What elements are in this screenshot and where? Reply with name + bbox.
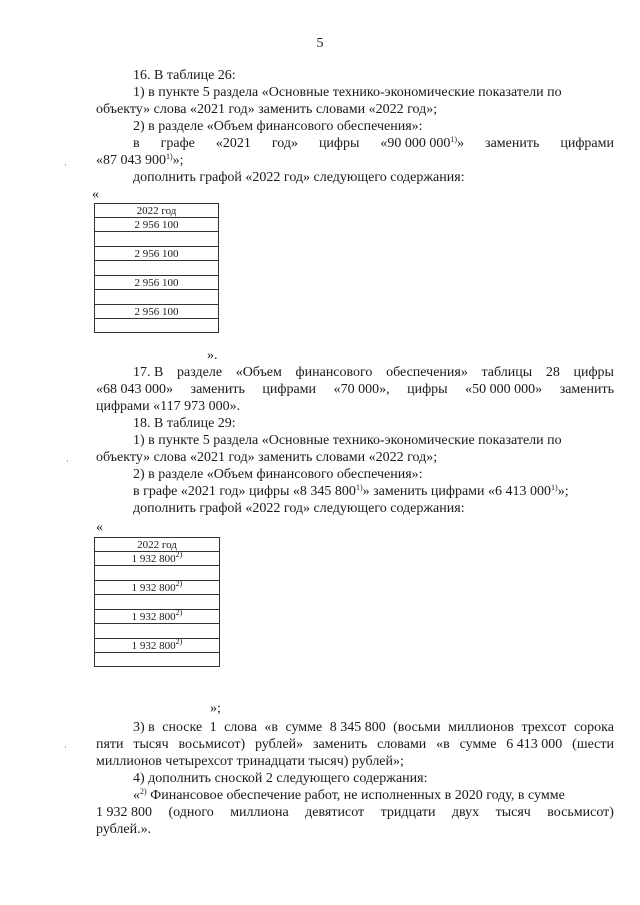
footnote-mark: 2) (140, 787, 147, 796)
table-cell-empty (95, 623, 219, 638)
word: заменить (190, 382, 245, 397)
word: 17. В (133, 365, 164, 380)
word: сорока (573, 720, 614, 735)
word: 28 (545, 365, 560, 380)
word: трехсот (521, 720, 567, 735)
word: «2021 (215, 136, 251, 151)
scan-speck: · (64, 742, 67, 752)
table-cell: 2 956 100 (95, 304, 218, 318)
scan-speck: · (66, 456, 69, 466)
word: финансового (295, 365, 373, 380)
quote-open: « (96, 520, 103, 535)
text-part: «87 043 900 (96, 153, 166, 168)
footnote-mark: 2) (175, 550, 183, 559)
word: сумме (459, 737, 497, 752)
item18-p5-line3: миллионов четырехсот тринадцати тысяч) рублей»; (96, 754, 404, 769)
quote-close: ». (207, 348, 218, 363)
word: в (133, 136, 140, 151)
text-part: « (133, 788, 140, 803)
footnote-mark: 1) (450, 135, 458, 144)
word: восьмисот) (547, 805, 614, 820)
table-cell: 2 956 100 (95, 246, 218, 260)
item18-p3 (133, 483, 569, 500)
table-2022-year-2 (94, 537, 220, 667)
item18-p5-line1 (133, 719, 614, 736)
item18-p7-line2 (96, 804, 614, 821)
word: заменить (485, 136, 540, 151)
word: сумме (285, 720, 323, 735)
word: заменить (312, 737, 368, 752)
word: восьмисот) (178, 737, 246, 752)
text-part: Финансовое обеспечение работ, не исполненных в 2020 году, в сумме (146, 788, 565, 803)
word: слова (224, 720, 257, 735)
word: цифрами (560, 136, 614, 151)
word: таблицы (481, 365, 533, 380)
word: 6 413 000 (506, 737, 563, 752)
footnote-mark: 1) (166, 152, 173, 161)
word: тысяч (133, 737, 169, 752)
word: рублей» (254, 737, 304, 752)
table-cell-empty (95, 318, 218, 333)
word: сноске (162, 720, 203, 735)
item18-p2: 2) в разделе «Объем финансового обеспечения»: (133, 467, 423, 482)
word: год» (271, 136, 298, 151)
table-cell (95, 638, 219, 652)
word: «50 000 000» (465, 382, 543, 397)
table-cell-empty (95, 652, 219, 667)
word: графе (160, 136, 195, 151)
word: цифры (573, 365, 614, 380)
word: «в (436, 737, 450, 752)
cell-value: 1 932 800 (131, 611, 176, 623)
table-cell (95, 609, 219, 623)
word: миллионов (448, 720, 514, 735)
word: двух (451, 805, 480, 820)
word: цифры (318, 136, 360, 151)
footnote-mark: 2) (175, 579, 183, 588)
table-cell (95, 580, 219, 594)
word: (восьми (393, 720, 441, 735)
word: обеспечения» (386, 365, 468, 380)
item18-p7-line3: рублей.». (96, 822, 152, 837)
table-2022-year-1 (94, 203, 219, 333)
word: 3) в (133, 720, 155, 735)
word: (одного (168, 805, 214, 820)
word: «Объем (235, 365, 282, 380)
word: девятисот (305, 805, 365, 820)
word: 8 345 800 (329, 720, 386, 735)
item18-p1-line2: объекту» слова «2021 год» заменить словами «2022 год»; (96, 450, 438, 465)
word-with-footnote (380, 135, 464, 152)
word: «в (264, 720, 278, 735)
footnote-mark: 1) (355, 483, 363, 492)
item17-line3: цифрами «117 973 000». (96, 399, 241, 414)
word: «90 000 000 (380, 136, 451, 151)
cell-value: 1 932 800 (131, 640, 176, 652)
word: цифрами (262, 382, 317, 397)
item18-p7-line1 (133, 787, 565, 804)
item18-p4: дополнить графой «2022 год» следующего содержания: (133, 501, 465, 516)
word: (шести (572, 737, 614, 752)
item18-p1-line1: 1) в пункте 5 раздела «Основные технико-экономические показатели по (133, 433, 562, 448)
item18-heading: 18. В таблице 29: (133, 416, 236, 431)
word: тридцати (380, 805, 436, 820)
text-part: »; (172, 153, 184, 168)
item16-p3 (133, 135, 614, 152)
table-cell: 2 956 100 (95, 275, 218, 289)
word: тысяч (495, 805, 531, 820)
word: миллиона (230, 805, 289, 820)
item17-line1 (133, 364, 614, 381)
word: пяти (96, 737, 124, 752)
item17-line2 (96, 381, 614, 398)
table-header: 2022 год (95, 537, 219, 551)
item16-p1-line1 (133, 84, 614, 101)
item16-p4 (96, 152, 184, 169)
table-cell-empty (95, 594, 219, 609)
word: 1 (209, 720, 217, 735)
scan-speck: · (64, 160, 67, 170)
quote-close: »; (210, 701, 221, 716)
word: «68 043 000» (96, 382, 173, 397)
item16-p1-line2: объекту» слова «2021 год» заменить словами «2022 год»; (96, 102, 438, 117)
table-cell-empty (95, 565, 219, 580)
text-part: » заменить цифрами «6 413 000 (362, 484, 552, 499)
word: 1 932 800 (96, 805, 152, 820)
item16-p2: 2) в разделе «Объем финансового обеспечения»: (133, 119, 423, 134)
table-cell: 2 956 100 (95, 217, 218, 231)
item16-heading: 16. В таблице 26: (133, 68, 236, 83)
cell-value: 1 932 800 (131, 553, 176, 565)
item16-p5: дополнить графой «2022 год» следующего содержания: (133, 170, 465, 185)
word: заменить (559, 382, 614, 397)
word: словами (377, 737, 427, 752)
text-part: в графе «2021 год» цифры «8 345 800 (133, 484, 356, 499)
footnote-mark: 2) (175, 637, 183, 646)
quote-open: « (92, 187, 99, 202)
text-line: 1) в пункте 5 раздела «Основные технико-экономические показатели по (133, 85, 562, 100)
word: разделе (177, 365, 223, 380)
page-number: 5 (316, 36, 324, 51)
word: «70 000», (333, 382, 390, 397)
item18-p5-line2 (96, 736, 614, 753)
word: » (457, 136, 465, 151)
text-part: »; (557, 484, 569, 499)
footnote-mark: 1) (551, 483, 558, 492)
footnote-mark: 2) (175, 608, 183, 617)
table-cell-empty (95, 289, 218, 304)
table-cell (95, 551, 219, 565)
table-cell-empty (95, 260, 218, 275)
word: цифры (407, 382, 448, 397)
table-header: 2022 год (95, 203, 218, 217)
table-cell-empty (95, 231, 218, 246)
item18-p6: 4) дополнить сноской 2 следующего содержания: (133, 771, 428, 786)
cell-value: 1 932 800 (131, 582, 176, 594)
